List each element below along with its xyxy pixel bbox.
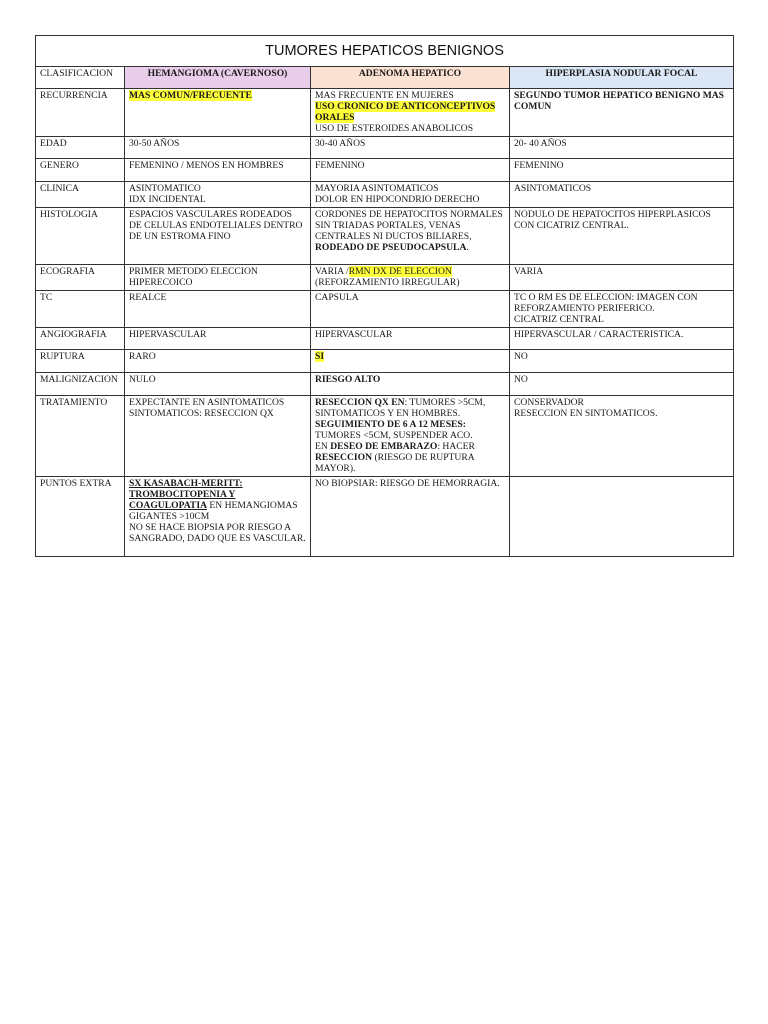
clinica-adenoma-line2: DOLOR EN HIPOCONDRIO DERECHO [315,194,480,205]
row-label-angiografia: ANGIOGRAFIA [36,328,125,350]
puntos-extra-hemangioma-syndrome: SX KASABACH-MERITT: TROMBOCITOPENIA Y COAGULOPATIA [129,478,243,511]
row-label-clinica: CLINICA [36,182,125,208]
cell-hiperplasia-puntos-extra [510,477,734,557]
table-row-angiografia [36,328,734,350]
row-label-tc: TC [36,291,125,328]
puntos-extra-hemangioma-biopsy: NO SE HACE BIOPSIA POR RIESGO A SANGRADO, DADO QUE ES VASCULAR. [129,522,306,544]
histologia-adenoma-bold: RODEADO DE PSEUDOCAPSULA [315,242,467,253]
tumor-comparison-table [35,35,734,557]
clinica-hemangioma-line1: ASINTOMATICO [129,183,201,194]
cell-hemangioma-puntos-extra [125,477,311,557]
cell-hiperplasia-tratamiento [510,396,734,477]
tratamiento-adenoma-text1: : TUMORES >5CM, SINTOMATICOS Y EN HOMBRES. [315,397,486,419]
cell-hiperplasia-tc [510,291,734,328]
title-row [36,36,734,67]
table-row-genero [36,159,734,182]
cell-adenoma-edad: 30-40 AÑOS [311,137,510,159]
cell-hiperplasia-ecografia: VARIA [510,265,734,291]
cell-hiperplasia-edad: 20- 40 AÑOS [510,137,734,159]
recurrencia-adenoma-line3: USO DE ESTEROIDES ANABOLICOS [315,123,474,134]
ecografia-hemangioma-line1: PRIMER METODO ELECCION [129,266,258,277]
table-row-puntos-extra [36,477,734,557]
tratamiento-adenoma-bold3: DESEO DE EMBARAZO [330,441,438,452]
histologia-adenoma-period: . [466,242,469,253]
ecografia-hemangioma-line2: HIPERECOICO [129,277,193,288]
table-row-ruptura [36,350,734,373]
tratamiento-adenoma-bold1: RESECCION QX EN [315,397,405,408]
cell-adenoma-histologia [311,208,510,265]
tratamiento-adenoma-bold2: SEGUIMIENTO DE 6 A 12 MESES: [315,419,466,430]
tratamiento-hiperplasia-line1: CONSERVADOR [514,397,584,408]
row-label-ruptura: RUPTURA [36,350,125,373]
row-label-header: CLASIFICACION [36,67,125,89]
tratamiento-hemangioma-line1: EXPECTANTE EN ASINTOMATICOS [129,397,285,408]
cell-hiperplasia-recurrencia: SEGUNDO TUMOR HEPATICO BENIGNO MAS COMUN [510,89,734,137]
recurrencia-adenoma-line2: USO CRONICO DE ANTICONCEPTIVOS ORALES [315,101,496,123]
row-label-puntos-extra: PUNTOS EXTRA [36,477,125,557]
tratamiento-adenoma-bold4: RESECCION [315,452,373,463]
tratamiento-adenoma-text4: : HACER [437,441,475,452]
row-label-histologia: HISTOLOGIA [36,208,125,265]
cell-hemangioma-malignizacion: NULO [125,373,311,396]
cell-hemangioma-tratamiento [125,396,311,477]
cell-hemangioma-ecografia [125,265,311,291]
cell-hiperplasia-genero: FEMENINO [510,159,734,182]
tratamiento-hiperplasia-line2: RESECCION EN SINTOMATICOS. [514,408,658,419]
ecografia-adenoma-line2: (REFORZAMIENTO IRREGULAR) [315,277,460,288]
puntos-extra-hemangioma-text: EN HEMANGIOMAS GIGANTES >10CM [129,500,298,522]
tratamiento-adenoma-text2: TUMORES <5CM, SUSPENDER ACO. [315,430,473,441]
table-row-tratamiento [36,396,734,477]
table-row-malignizacion [36,373,734,396]
histologia-adenoma-text: CORDONES DE HEPATOCITOS NORMALES SIN TRIADAS PORTALES, VENAS CENTRALES NI DUCTOS BILIARES, [315,209,503,242]
ruptura-adenoma-text: SI [315,351,325,362]
cell-hemangioma-histologia: ESPACIOS VASCULARES RODEADOS DE CELULAS ENDOTELIALES DENTRO DE UN ESTROMA FINO [125,208,311,265]
ecografia-adenoma-text: VARIA / [315,266,349,277]
clinica-adenoma-line1: MAYORIA ASINTOMATICOS [315,183,439,194]
table-row-clinica [36,182,734,208]
cell-adenoma-angiografia: HIPERVASCULAR [311,328,510,350]
tratamiento-adenoma-text5: (RIESGO DE RUPTURA MAYOR). [315,452,475,474]
cell-hemangioma-recurrencia [125,89,311,137]
row-label-ecografia: ECOGRAFIA [36,265,125,291]
cell-adenoma-ecografia [311,265,510,291]
cell-hemangioma-genero: FEMENINO / MENOS EN HOMBRES [125,159,311,182]
recurrencia-hemangioma-text: MAS COMUN/FRECUENTE [129,90,252,101]
table-title: TUMORES HEPATICOS BENIGNOS [36,36,734,67]
ecografia-adenoma-highlight: RMN DX DE ELECCION [348,266,452,277]
row-label-edad: EDAD [36,137,125,159]
cell-adenoma-ruptura [311,350,510,373]
table-row-ecografia [36,265,734,291]
header-hemangioma: HEMANGIOMA (CAVERNOSO) [125,67,311,89]
header-adenoma: ADENOMA HEPATICO [311,67,510,89]
recurrencia-adenoma-line1: MAS FRECUENTE EN MUJERES [315,90,454,101]
header-row [36,67,734,89]
header-hiperplasia: HIPERPLASIA NODULAR FOCAL [510,67,734,89]
cell-hemangioma-tc: REALCE [125,291,311,328]
row-label-recurrencia: RECURRENCIA [36,89,125,137]
table-row-edad [36,137,734,159]
cell-hemangioma-edad: 30-50 AÑOS [125,137,311,159]
cell-hiperplasia-ruptura: NO [510,350,734,373]
tratamiento-adenoma-text3: EN [315,441,328,452]
cell-hemangioma-clinica [125,182,311,208]
tratamiento-hemangioma-line2: SINTOMATICOS: RESECCION QX [129,408,274,419]
row-label-genero: GENERO [36,159,125,182]
table-row-histologia [36,208,734,265]
cell-adenoma-clinica [311,182,510,208]
cell-hemangioma-ruptura: RARO [125,350,311,373]
cell-adenoma-tratamiento [311,396,510,477]
cell-adenoma-puntos-extra: NO BIOPSIAR: RIESGO DE HEMORRAGIA. [311,477,510,557]
clinica-hemangioma-line2: IDX INCIDENTAL [129,194,206,205]
cell-hiperplasia-histologia: NODULO DE HEPATOCITOS HIPERPLASICOS CON CICATRIZ CENTRAL. [510,208,734,265]
cell-adenoma-malignizacion: RIESGO ALTO [311,373,510,396]
cell-adenoma-tc: CAPSULA [311,291,510,328]
tc-hiperplasia-line2: CICATRIZ CENTRAL [514,314,604,325]
tc-hiperplasia-line1: TC O RM ES DE ELECCION: IMAGEN CON REFORZAMIENTO PERIFERICO. [514,292,698,314]
row-label-tratamiento: TRATAMIENTO [36,396,125,477]
cell-adenoma-recurrencia [311,89,510,137]
table-row-tc [36,291,734,328]
cell-hiperplasia-clinica: ASINTOMATICOS [510,182,734,208]
cell-hemangioma-angiografia: HIPERVASCULAR [125,328,311,350]
table-row-recurrencia [36,89,734,137]
cell-adenoma-genero: FEMENINO [311,159,510,182]
cell-hiperplasia-malignizacion: NO [510,373,734,396]
row-label-malignizacion: MALIGNIZACION [36,373,125,396]
cell-hiperplasia-angiografia: HIPERVASCULAR / CARACTERISTICA. [510,328,734,350]
